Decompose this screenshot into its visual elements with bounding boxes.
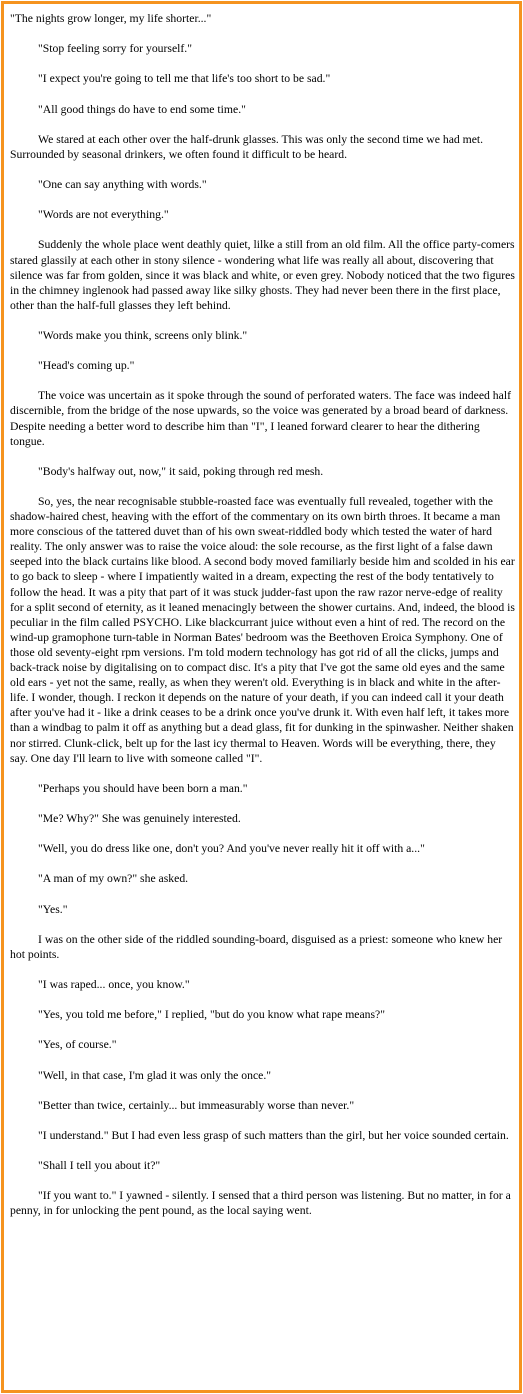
paragraph: "One can say anything with words." [38, 178, 207, 192]
page-frame [1, 1, 522, 1393]
paragraph: I was on the other side of the riddled sounding-board, disguised as a priest: someone who knew her hot points. [10, 932, 503, 961]
paragraph: "Well, in that case, I'm glad it was only the once." [38, 1068, 272, 1082]
paragraph: "Words make you think, screens only blink." [38, 328, 248, 342]
paragraph: "Yes." [38, 902, 68, 916]
paragraph: "Me? Why?" She was genuinely interested. [38, 811, 241, 825]
paragraph: "Words are not everything." [38, 208, 169, 222]
paragraph: "I understand." But I had even less grasp of such matters than the girl, but her voice sounded certain. [38, 1128, 509, 1142]
story-text [10, 11, 516, 1234]
paragraph: We stared at each other over the half-drunk glasses. This was only the second time we had met. Surrounded by seasonal drinkers, we often found it difficult to be heard. [10, 132, 484, 161]
paragraph: "Head's coming up." [38, 359, 135, 373]
paragraph: "The nights grow longer, my life shorter..." [10, 12, 212, 25]
paragraph: So, yes, the near recognisable stubble-roasted face was eventually full revealed, together with the shadow-haired chest, heaving with the effort of the commentary on its own birth throes. It became a man more conscious of the tattered duvet than of his own sweat-riddled body which tested the water of hard reality. The only answer was to raise the voice aloud: the sole recourse, as the first light of a false dawn seeped into the black curtains like blood. A second body moved familiarly beside him and scolded in his ear to go back to sleep - where I impatiently waited in a dream, expecting the rest of the body tentatively to follow the head. It was a pity that part of it was stuck judder-fast upon the raw razor nerve-edge of reality for a split second of eternity, as it leaned menacingly between the shower curtains. And, indeed, the blood is peculiar in the film called PSYCHO. Like blackcurrant juice without even a hint of red. The record on the wind-up gramophone turn-table in Norman Bates' bedroom was the Beethoven Eroica Symphony. One of those old seventy-eight rpm versions. I'm told modern technology has got rid of all the clicks, jumps and back-track noise by digitalising on to compact disc. It's a pity that I've got the same old eyes and the same old ears - yet not the same, really, as when they weren't old. Everything is in black and white in the after-life. I wonder, though. I reckon it depends on the nature of your death, if you can indeed call it your death after you've had it - like a drink ceases to be a drink once you've drunk it. With even half left, it takes more than a windbag to palm it off as anything but a dead glass, fit for dunking in the spinwasher. Neither shaken nor stirred. Clunk-click, belt up for the last icy thermal to Heaven. Words will be everything, there, they say. One day I'll learn to live with someone called "I". [10, 495, 515, 765]
paragraph: The voice was uncertain as it spoke through the sound of perforated waters. The face was indeed half discernible, from the bridge of the nose upwards, so the voice was generated by a broad beard of darkness. Despite needing a better word to describe him than "I", I leaned forward clearer to hear the dithering tongue. [10, 389, 511, 448]
paragraph: "Well, you do dress like one, don't you? And you've never really hit it off with a..." [38, 842, 425, 856]
paragraph: "If you want to." I yawned - silently. I sensed that a third person was listening. But no matter, in for a penny, in for unlocking the pent pound, as the local saying went. [10, 1189, 511, 1218]
paragraph: "All good things do have to end some time." [38, 102, 246, 116]
paragraph: "Shall I tell you about it?" [38, 1159, 161, 1173]
paragraph: "A man of my own?" she asked. [38, 872, 189, 886]
paragraph: "Stop feeling sorry for yourself." [38, 42, 192, 56]
paragraph: "Perhaps you should have been born a man." [38, 781, 248, 795]
paragraph: "I expect you're going to tell me that life's too short to be sad." [38, 72, 331, 86]
paragraph: Suddenly the whole place went deathly quiet, lilke a still from an old film. All the office party-comers stared glassily at each other in stony silence - wondering what life was really all about, discovering that silence was far from golden, since it was black and white, or even grey. Nobody noticed that the two figures in the chimney inglenook had passed away like silky ghosts. They had never been there in the first place, other than the half-full glasses they left behind. [10, 238, 515, 312]
paragraph: "Yes, of course." [38, 1038, 117, 1052]
paragraph: "Better than twice, certainly... but immeasurably worse than never." [38, 1098, 355, 1112]
paragraph: "Yes, you told me before," I replied, "but do you know what rape means?" [38, 1008, 386, 1022]
paragraph: "Body's halfway out, now," it said, poking through red mesh. [38, 464, 324, 478]
paragraph: "I was raped... once, you know." [38, 978, 190, 991]
